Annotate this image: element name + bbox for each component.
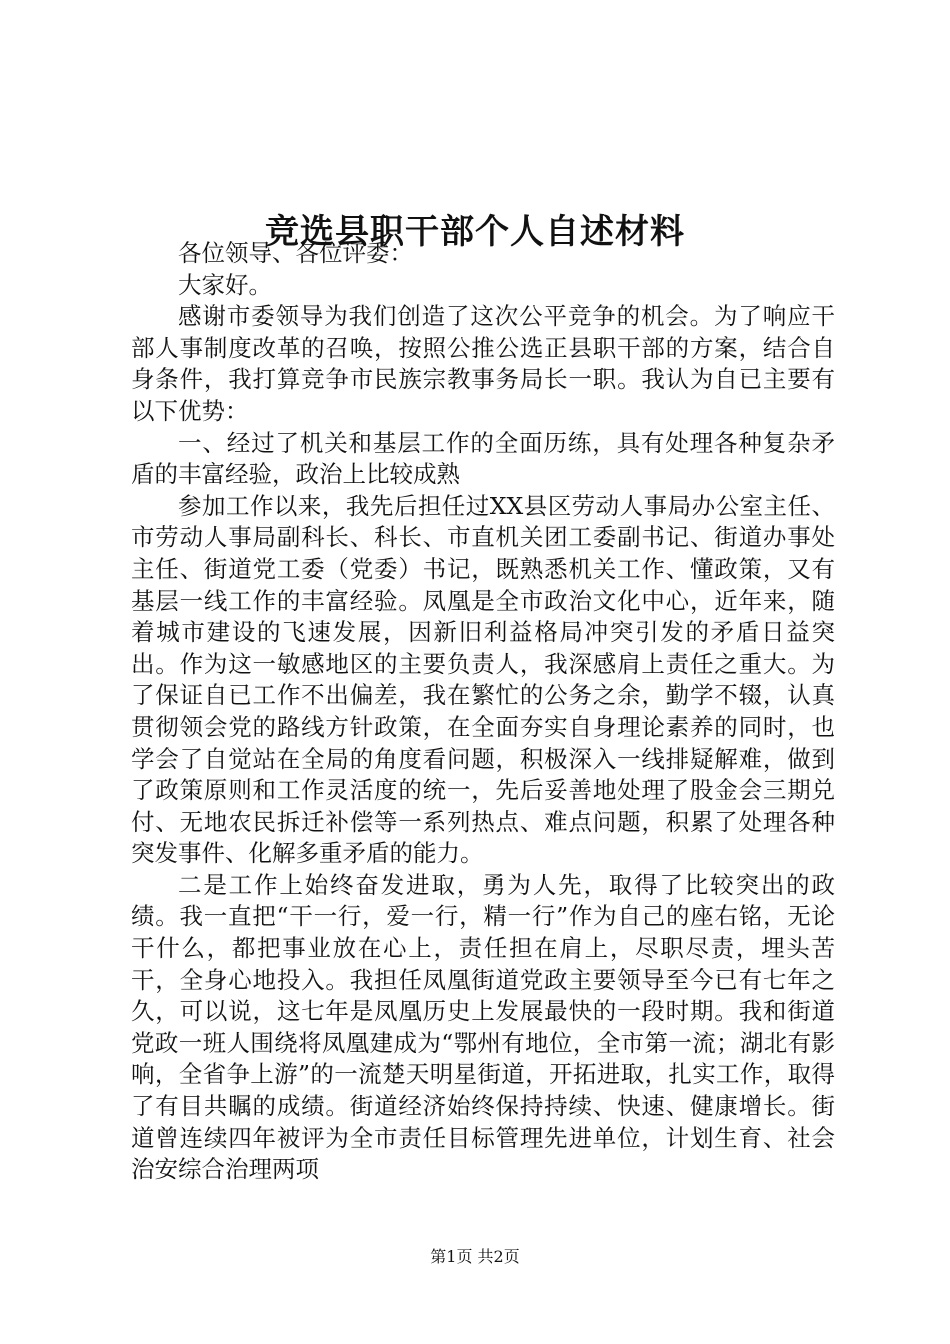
document-body [131,238,835,1186]
section-heading: 一、经过了机关和基层工作的全面历练，具有处理各种复杂矛盾的丰富经验，政治上比较成熟 [131,428,835,489]
body-paragraph: 二是工作上始终奋发进取，勇为人先，取得了比较突出的政绩。我一直把“干一行，爱一行，精一行”作为自己的座右铭，无论干什么，都把事业放在心上，责任担在肩上，尽职尽责，埋头苦干，全身心地投入。我担任凤凰街道党政主要领导至今已有七年之久，可以说，这七年是凤凰历史上发展最快的一段时期。我和街道党政一班人围绕将凤凰建成为“鄂州有地位，全市第一流；湖北有影响，全省争上游”的一流楚天明星街道，开拓进取，扎实工作，取得了有目共瞩的成绩。街道经济始终保持持续、快速、健康增长。街道曾连续四年被评为全市责任目标管理先进单位，计划生育、社会治安综合治理两项 [131,870,835,1184]
body-paragraph: 感谢市委领导为我们创造了这次公平竞争的机会。为了响应干部人事制度改革的召唤，按照公推公选正县职干部的方案，结合自身条件，我打算竞争市民族宗教事务局长一职。我认为自已主要有以下优势： [131,302,835,425]
greeting: 大家好。 [178,270,272,299]
page-footer: 第1页 共2页 [430,1247,520,1266]
document-title: 竞选县职干部个人自述材料 [265,211,685,252]
body-paragraph: 参加工作以来，我先后担任过XX县区劳动人事局办公室主任、市劳动人事局副科长、科长、市直机关团工委副书记、街道办事处主任、街道党工委（党委）书记，既熟悉机关工作、懂政策，又有基层一线工作的丰富经验。凤凰是全市政治文化中心，近年来，随着城市建设的飞速发展，因新旧利益格局冲突引发的矛盾日益突出。作为这一敏感地区的主要负责人，我深感肩上责任之重大。为了保证自已工作不出偏差，我在繁忙的公务之余，勤学不辍，认真贯彻领会党的路线方针政策，在全面夯实自身理论素养的同时，也学会了自觉站在全局的角度看问题，积极深入一线排疑解难，做到了政策原则和工作灵活度的统一，先后妥善地处理了股金会三期兑付、无地农民拆迁补偿等一系列热点、难点问题，积累了处理各种突发事件、化解多重矛盾的能力。 [131,491,835,868]
salutation: 各位领导、各位评委： [178,239,413,267]
